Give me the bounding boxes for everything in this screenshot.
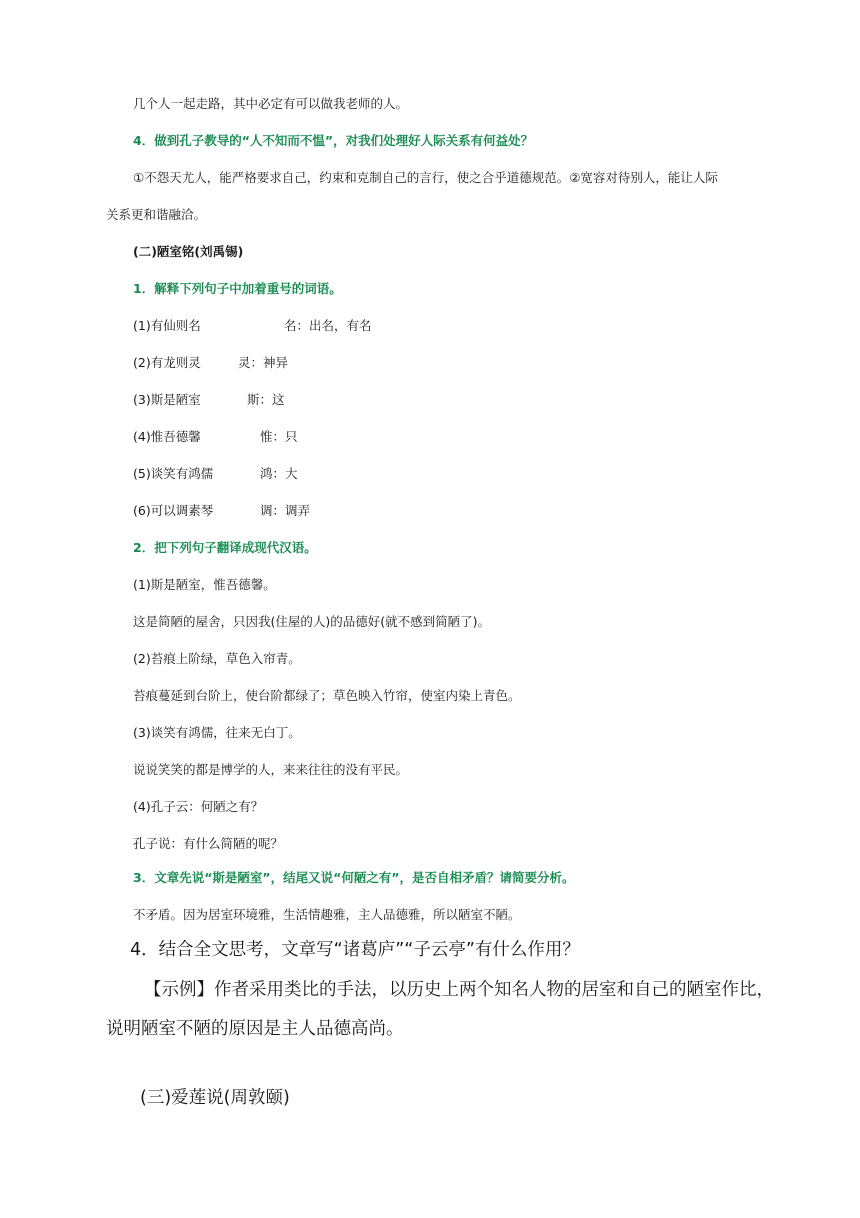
section2-question-2: 2．把下列句子翻译成现代汉语。: [133, 540, 317, 555]
section2-question-3: 3．文章先说“斯是陋室”，结尾又说“何陋之有”，是否自相矛盾？请简要分析。: [133, 870, 575, 885]
vocab-gloss: 惟：只: [260, 429, 298, 444]
section-heading-3: (三)爱莲说(周敦颐): [140, 1088, 290, 1108]
vocab-sentence: (5)谈笑有鸿儒: [133, 466, 214, 481]
section2-question-1: 1．解释下列句子中加着重号的词语。: [133, 281, 342, 296]
section2-answer-4-line1: 【示例】作者采用类比的手法，以历史上两个知名人物的居室和自己的陋室作比，: [144, 980, 774, 1000]
translation-answer: 说说笑笑的都是博学的人，来来往往的没有平民。: [133, 762, 409, 777]
question-4: 4．做到孔子教导的“人不知而不愠”，对我们处理好人际关系有何益处？: [133, 133, 534, 148]
vocab-gloss: 鸿：大: [260, 466, 298, 481]
translation-answer: 孔子说：有什么简陋的呢？: [133, 836, 284, 851]
vocab-sentence: (3)斯是陋室: [133, 392, 201, 407]
vocab-sentence: (4)惟吾德馨: [133, 429, 201, 444]
translation-source: (2)苔痕上阶绿，草色入帘青。: [133, 651, 301, 666]
translation-source: (1)斯是陋室，惟吾德馨。: [133, 577, 276, 592]
vocab-gloss: 斯：这: [247, 392, 285, 407]
section-heading-2: (二)陋室铭(刘禹锡): [133, 244, 244, 259]
section2-question-4: 4．结合全文思考，文章写“诸葛庐”“子云亭”有什么作用？: [130, 940, 580, 960]
paragraph-translation: 几个人一起走路，其中必定有可以做我老师的人。: [133, 96, 409, 111]
answer-4-line1: ①不怨天尤人，能严格要求自己，约束和克制自己的言行，使之合乎道德规范。②宽容对待别人，能让人际: [133, 170, 718, 185]
vocab-sentence: (1)有仙则名: [133, 318, 201, 333]
section2-answer-3: 不矛盾。因为居室环境雅，生活情趣雅，主人品德雅，所以陋室不陋。: [133, 907, 521, 922]
vocab-sentence: (2)有龙则灵: [133, 355, 201, 370]
translation-source: (4)孔子云：何陋之有？: [133, 799, 264, 814]
vocab-gloss: 灵：神异: [238, 355, 289, 370]
vocab-gloss: 调：调弄: [260, 503, 311, 518]
translation-answer: 苔痕蔓延到台阶上，使台阶都绿了；草色映入竹帘，使室内染上青色。: [133, 688, 521, 703]
section2-answer-4-line2: 说明陋室不陋的原因是主人品德高尚。: [106, 1019, 404, 1039]
vocab-gloss: 名：出名，有名: [284, 318, 372, 333]
translation-source: (3)谈笑有鸿儒，往来无白丁。: [133, 725, 301, 740]
answer-4-line2: 关系更和谐融洽。: [106, 207, 207, 222]
vocab-sentence: (6)可以调素琴: [133, 503, 214, 518]
translation-answer: 这是简陋的屋舍，只因我(住屋的人)的品德好(就不感到简陋了)。: [133, 614, 491, 629]
